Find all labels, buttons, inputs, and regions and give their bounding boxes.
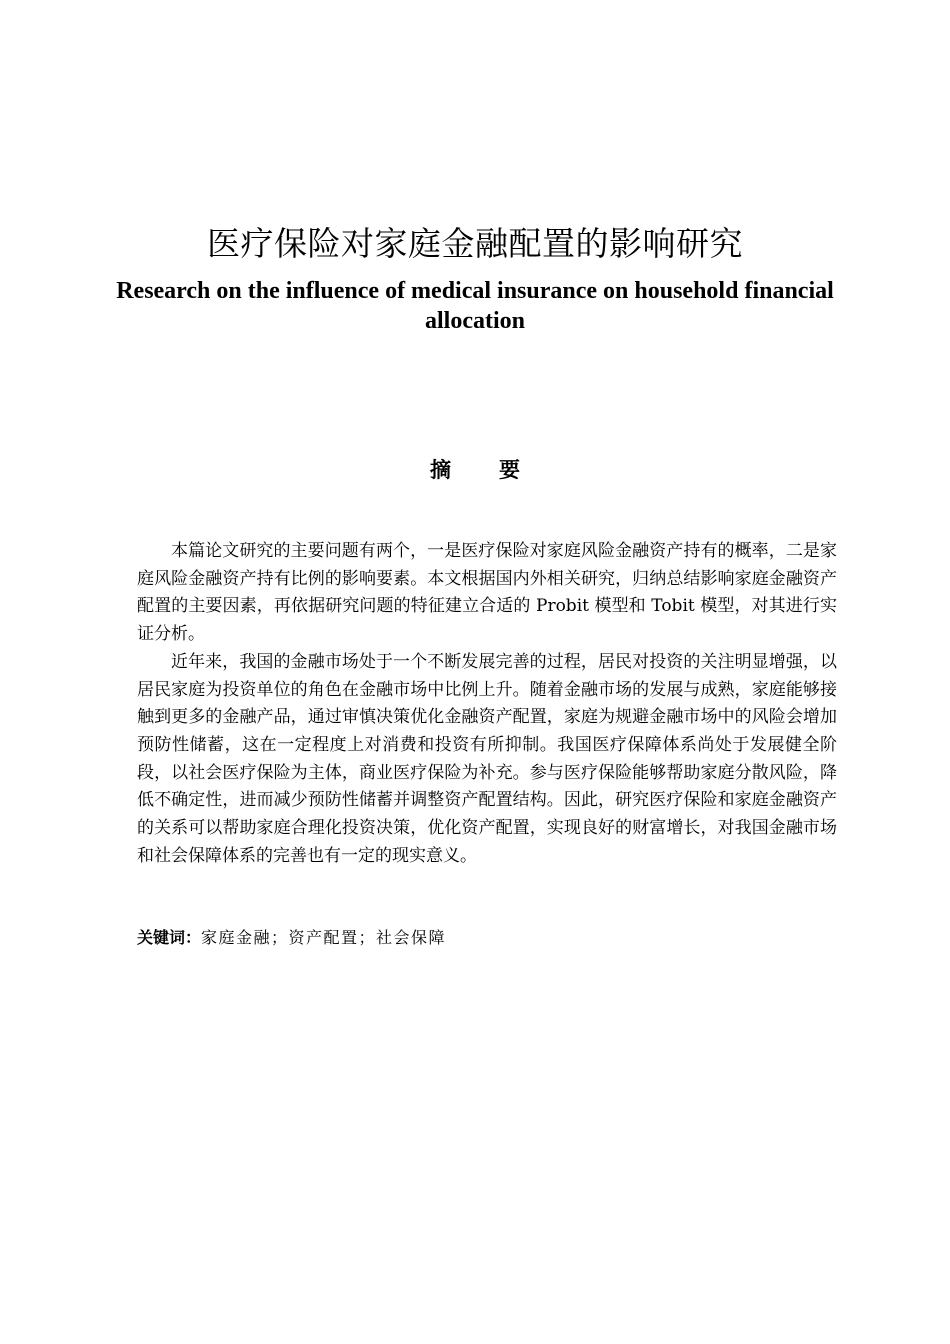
abstract-body (137, 538, 837, 870)
keywords-items: 家庭金融；资产配置；社会保障 (201, 928, 447, 947)
abstract-heading-char-1: 摘 (430, 458, 451, 482)
abstract-heading-char-2: 要 (499, 458, 520, 482)
english-title: Research on the influence of medical insurance on household financial allocation (116, 278, 834, 334)
keywords-line (137, 925, 837, 951)
chinese-title: 医疗保险对家庭金融配置的影响研究 (207, 224, 743, 263)
abstract-heading (0, 456, 950, 484)
abstract-paragraph-2: 近年来，我国的金融市场处于一个不断发展完善的过程，居民对投资的关注明显增强，以居民家庭为投资单位的角色在金融市场中比例上升。随着金融市场的发展与成熟，家庭能够接触到更多的金融产品，通过审慎决策优化金融资产配置，家庭为规避金融市场中的风险会增加预防性储蓄，这在一定程度上对消费和投资有所抑制。我国医疗保障体系尚处于发展健全阶段，以社会医疗保险为主体，商业医疗保险为补充。参与医疗保险能够帮助家庭分散风险，降低不确定性，进而减少预防性储蓄并调整资产配置结构。因此，研究医疗保险和家庭金融资产的关系可以帮助家庭合理化投资决策，优化资产配置，实现良好的财富增长，对我国金融市场和社会保障体系的完善也有一定的现实意义。 (137, 651, 837, 866)
keywords-label: 关键词： (137, 928, 202, 947)
abstract-paragraph-1: 本篇论文研究的主要问题有两个，一是医疗保险对家庭风险金融资产持有的概率，二是家庭风险金融资产持有比例的影响要素。本文根据国内外相关研究，归纳总结影响家庭金融资产配置的主要因素，再依据研究问题的特征建立合适的 Probit 模型和 Tobit 模型，对其进行实证分析。 (137, 541, 837, 645)
